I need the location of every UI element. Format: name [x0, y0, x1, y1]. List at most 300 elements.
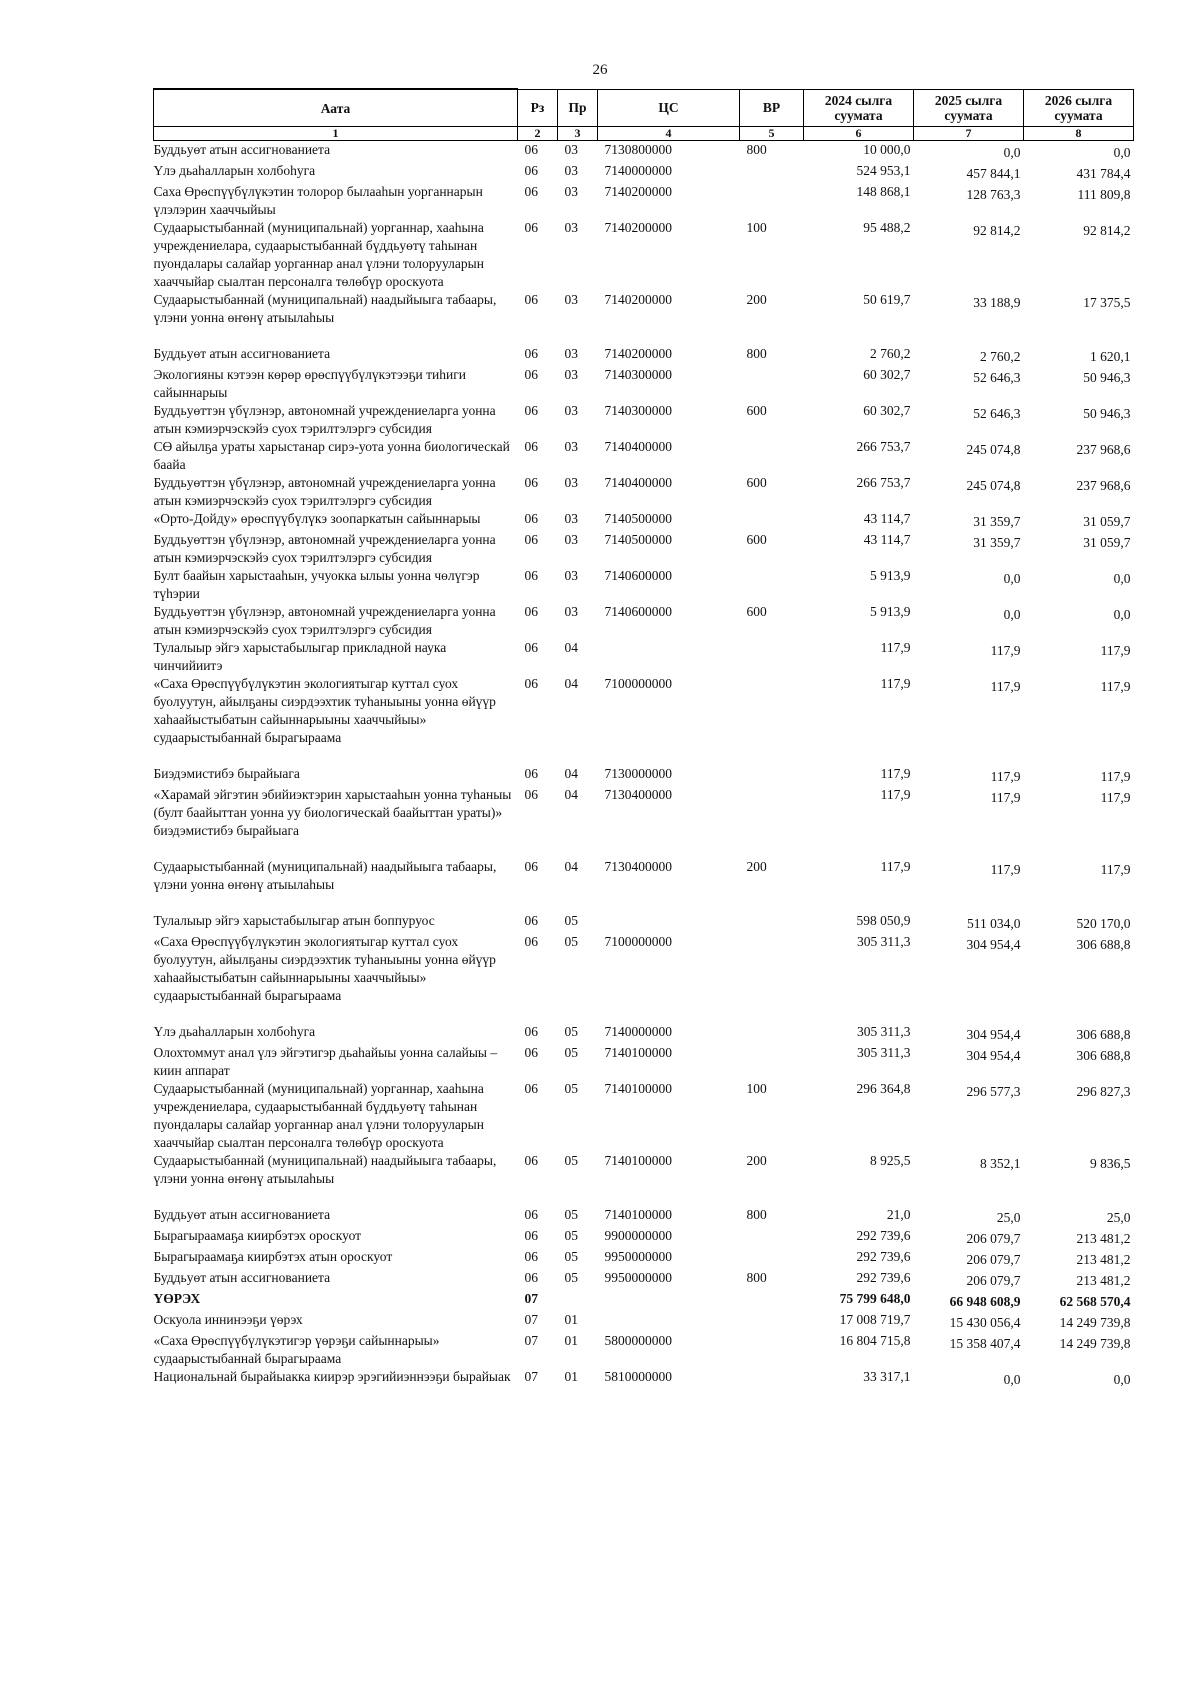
column-index: 8 — [1024, 127, 1134, 141]
table-row — [154, 1269, 1134, 1290]
row-2024-cell: 148 868,1 — [856, 184, 911, 199]
table-row — [154, 291, 1134, 345]
row-name-cell: Олохтоммут анал үлэ эйгэтигэр дьаһайыы уонна салайыы – киин аппарат — [153, 1045, 498, 1078]
row-name-cell: Буддьуөттэн үбүлэнэр, автономнай учреждениеларга уонна атын кэмиэрчэскэйэ суох тэрилтэлэргэ субсидия — [153, 604, 496, 637]
row-2025-cell: 33 188,9 — [973, 295, 1021, 310]
row-2026-cell: 14 249 739,8 — [1059, 1315, 1131, 1330]
row-pr-cell: 03 — [564, 184, 578, 199]
row-pr-cell: 03 — [564, 292, 578, 307]
row-vr-cell — [740, 438, 804, 474]
table-row — [154, 510, 1134, 531]
row-cs-cell: 7100000000 — [604, 676, 672, 691]
row-rz-cell: 07 — [524, 1333, 538, 1348]
row-2025-cell: 117,9 — [990, 769, 1021, 784]
row-name-cell: Тулалыыр эйгэ харыстабылыгар атын боппуруос — [153, 913, 435, 928]
row-rz-cell: 06 — [524, 367, 538, 382]
row-2024-cell: 305 311,3 — [857, 1045, 911, 1060]
row-vr-cell — [740, 1290, 804, 1311]
table-row — [154, 219, 1134, 291]
row-pr-cell: 05 — [564, 1153, 578, 1168]
row-2026-cell: 213 481,2 — [1076, 1273, 1131, 1288]
row-2024-cell: 117,9 — [880, 640, 911, 655]
table-row — [154, 567, 1134, 603]
row-2025-cell: 304 954,4 — [966, 1027, 1021, 1042]
row-cs-cell: 7140200000 — [604, 220, 672, 235]
row-pr-cell: 01 — [564, 1333, 578, 1348]
row-2025-cell: 117,9 — [990, 643, 1021, 658]
table-row — [154, 603, 1134, 639]
row-name-cell: Саха Өрөспүүбүлүкэтин толорор былааһын уорганнарын үлэлэрин хааччыйыы — [153, 184, 483, 217]
row-pr-cell: 05 — [564, 1249, 578, 1264]
row-2026-cell: 0,0 — [1113, 1372, 1131, 1387]
table-row — [154, 141, 1134, 163]
row-cs-cell — [598, 639, 740, 675]
row-vr-cell — [740, 1227, 804, 1248]
row-2026-cell: 213 481,2 — [1076, 1252, 1131, 1267]
row-2024-cell: 117,9 — [880, 859, 911, 874]
row-rz-cell: 06 — [524, 568, 538, 583]
row-rz-cell: 06 — [524, 532, 538, 547]
row-pr-cell: 03 — [564, 511, 578, 526]
row-vr-cell — [740, 366, 804, 402]
row-pr-cell: 04 — [564, 676, 578, 691]
row-name-cell: «Саха Өрөспүүбүлүкэтин экологиятыгар куттал суох буолуутун, айылҕаны сиэрдээхтик туһаныыны уонна өйүүр хаһаайыстыбатын сайыннарыыны хааччыйыы» судаарыстыбаннай бырагыраама — [153, 676, 496, 745]
row-vr-cell: 100 — [746, 1081, 767, 1096]
column-index: 6 — [804, 127, 914, 141]
row-pr-cell: 03 — [564, 142, 578, 157]
row-rz-cell: 06 — [524, 439, 538, 454]
row-pr-cell: 04 — [564, 640, 578, 655]
row-cs-cell: 7140500000 — [604, 511, 672, 526]
row-vr-cell — [740, 675, 804, 765]
row-vr-cell — [740, 912, 804, 933]
table-row — [154, 1248, 1134, 1269]
row-vr-cell — [740, 933, 804, 1023]
row-pr-cell: 03 — [564, 439, 578, 454]
row-pr-cell: 03 — [564, 568, 578, 583]
row-pr-cell: 01 — [564, 1369, 578, 1384]
row-rz-cell: 06 — [524, 1207, 538, 1222]
row-rz-cell: 06 — [524, 859, 538, 874]
table-header-row — [154, 89, 1134, 127]
column-index: 7 — [914, 127, 1024, 141]
row-pr-cell: 05 — [564, 1024, 578, 1039]
row-2026-cell: 117,9 — [1100, 790, 1131, 805]
row-2025-cell: 31 359,7 — [973, 535, 1021, 550]
row-2026-cell: 520 170,0 — [1076, 916, 1131, 931]
row-vr-cell — [740, 1023, 804, 1044]
row-2025-cell: 245 074,8 — [966, 478, 1021, 493]
row-rz-cell: 06 — [524, 787, 538, 802]
table-row — [154, 1023, 1134, 1044]
row-cs-cell: 9950000000 — [604, 1249, 672, 1264]
row-rz-cell: 06 — [524, 1024, 538, 1039]
row-vr-cell — [740, 162, 804, 183]
row-name-cell: Биэдэмистибэ бырайыага — [153, 766, 300, 781]
row-2024-cell: 292 739,6 — [856, 1228, 911, 1243]
column-index: 3 — [558, 127, 598, 141]
row-name-cell: Буддьуөт атын ассигнованиета — [153, 1270, 331, 1285]
row-2025-cell: 117,9 — [990, 679, 1021, 694]
row-name-cell: Булт баайын харыстааһын, учуокка ылыы уонна чөлүгэр түһэрии — [153, 568, 480, 601]
row-2025-cell: 52 646,3 — [973, 406, 1021, 421]
row-pr-cell: 03 — [564, 475, 578, 490]
row-name-cell: Буддьуөттэн үбүлэнэр, автономнай учреждениеларга уонна атын кэмиэрчэскэйэ суох тэрилтэлэргэ субсидия — [153, 403, 496, 436]
row-name-cell: «Харамай эйгэтин эбийиэктэрин харыстааһын уонна туһаныы (булт баайыттан уонна уу биологическай баайыттан ураты)» биэдэмистибэ бырайыага — [153, 787, 512, 838]
row-2024-cell: 75 799 648,0 — [839, 1291, 911, 1306]
row-2025-cell: 296 577,3 — [966, 1084, 1021, 1099]
row-name-cell: Судаарыстыбаннай (муниципальнай) уорганнар, хааһына учреждениелара, судаарыстыбаннай бүддьуөтү таһынан пуондалары салайар уорганнар анал үлэни толорууларын хааччыйар сыалтан персоналга төлөбүр ороскуота — [153, 220, 484, 289]
row-rz-cell: 07 — [524, 1369, 538, 1384]
row-name-cell: Буддьуөт атын ассигнованиета — [153, 1207, 331, 1222]
row-2025-cell: 0,0 — [1003, 1372, 1021, 1387]
row-2025-cell: 8 352,1 — [980, 1156, 1021, 1171]
row-2025-cell: 117,9 — [990, 790, 1021, 805]
column-index: 4 — [598, 127, 740, 141]
row-2025-cell: 15 430 056,4 — [949, 1315, 1021, 1330]
row-2026-cell: 117,9 — [1100, 679, 1131, 694]
table-row — [154, 858, 1134, 912]
row-2024-cell: 21,0 — [886, 1207, 911, 1222]
row-2025-cell: 0,0 — [1003, 145, 1021, 160]
row-rz-cell: 06 — [524, 1249, 538, 1264]
row-pr-cell: 04 — [564, 787, 578, 802]
row-2025-cell: 304 954,4 — [966, 1048, 1021, 1063]
row-rz-cell: 06 — [524, 142, 538, 157]
row-vr-cell: 800 — [746, 142, 767, 157]
row-cs-cell: 7130400000 — [604, 787, 672, 802]
row-name-cell: Судаарыстыбаннай (муниципальнай) наадыйыыга табаары, үлэни уонна өҥөнү атыылаһыы — [153, 1153, 497, 1186]
row-2026-cell: 111 809,8 — [1077, 187, 1131, 202]
table-row — [154, 1044, 1134, 1080]
row-pr-cell: 05 — [564, 1207, 578, 1222]
row-pr-cell: 05 — [564, 1081, 578, 1096]
row-2025-cell: 511 034,0 — [967, 916, 1021, 931]
row-2026-cell: 431 784,4 — [1076, 166, 1131, 181]
table-row — [154, 402, 1134, 438]
row-pr-cell: 04 — [564, 859, 578, 874]
row-cs-cell: 9950000000 — [604, 1270, 672, 1285]
row-2024-cell: 524 953,1 — [856, 163, 911, 178]
row-2026-cell: 0,0 — [1113, 145, 1131, 160]
budget-table — [153, 88, 1134, 1389]
table-row — [154, 1227, 1134, 1248]
row-2026-cell: 0,0 — [1113, 607, 1131, 622]
header-vr: ВР — [740, 89, 804, 127]
row-rz-cell: 06 — [524, 676, 538, 691]
row-vr-cell: 800 — [746, 346, 767, 361]
row-2024-cell: 266 753,7 — [856, 475, 911, 490]
header-name: Аата — [154, 89, 518, 127]
row-pr-cell: 03 — [564, 604, 578, 619]
table-body — [154, 141, 1134, 1390]
row-2024-cell: 266 753,7 — [856, 439, 911, 454]
table-row — [154, 675, 1134, 765]
row-pr-cell: 05 — [564, 934, 578, 949]
row-2024-cell: 50 619,7 — [863, 292, 911, 307]
row-2024-cell: 305 311,3 — [857, 934, 911, 949]
row-2024-cell: 60 302,7 — [863, 367, 911, 382]
row-2025-cell: 0,0 — [1003, 571, 1021, 586]
row-2025-cell: 128 763,3 — [966, 187, 1021, 202]
row-name-cell: СӨ айылҕа ураты харыстанар сирэ-уота уонна биологическай баайа — [153, 439, 510, 472]
row-2024-cell: 95 488,2 — [863, 220, 911, 235]
row-2024-cell: 117,9 — [880, 766, 911, 781]
row-name-cell: Судаарыстыбаннай (муниципальнай) наадыйыыга табаары, үлэни уонна өҥөнү атыылаһыы — [153, 859, 497, 892]
row-2025-cell: 457 844,1 — [966, 166, 1021, 181]
table-row — [154, 1152, 1134, 1206]
row-name-cell: Буддьуөттэн үбүлэнэр, автономнай учреждениеларга уонна атын кэмиэрчэскэйэ суох тэрилтэлэргэ субсидия — [153, 475, 496, 508]
row-name-cell: Национальнай бырайыакка киирэр эрэгийиэннээҕи бырайыак — [153, 1369, 511, 1384]
row-rz-cell: 06 — [524, 163, 538, 178]
row-vr-cell: 800 — [746, 1270, 767, 1285]
row-2026-cell: 296 827,3 — [1076, 1084, 1131, 1099]
row-cs-cell — [598, 1311, 740, 1332]
row-pr-cell: 05 — [564, 913, 578, 928]
table-row — [154, 765, 1134, 786]
row-cs-cell: 7140200000 — [604, 292, 672, 307]
row-rz-cell: 06 — [524, 184, 538, 199]
row-cs-cell: 7140600000 — [604, 568, 672, 583]
row-rz-cell: 06 — [524, 220, 538, 235]
row-rz-cell: 06 — [524, 511, 538, 526]
row-2026-cell: 117,9 — [1100, 862, 1131, 877]
row-cs-cell: 7140200000 — [604, 346, 672, 361]
table-row — [154, 786, 1134, 858]
row-rz-cell: 06 — [524, 292, 538, 307]
row-rz-cell: 06 — [524, 346, 538, 361]
row-name-cell: Буддьуөт атын ассигнованиета — [153, 346, 331, 361]
row-2026-cell: 306 688,8 — [1076, 1027, 1131, 1042]
row-2025-cell: 206 079,7 — [966, 1273, 1021, 1288]
row-2024-cell: 2 760,2 — [870, 346, 911, 361]
row-cs-cell: 7140400000 — [604, 439, 672, 454]
row-name-cell: Бырагыраамаҕа киирбэтэх атын ороскуот — [153, 1249, 393, 1264]
row-name-cell: Буддьуөттэн үбүлэнэр, автономнай учреждениеларга уонна атын кэмиэрчэскэйэ суох тэрилтэлэргэ субсидия — [153, 532, 496, 565]
row-2024-cell: 292 739,6 — [856, 1270, 911, 1285]
table-row — [154, 1206, 1134, 1227]
row-cs-cell: 7140300000 — [604, 403, 672, 418]
header-pr: Пр — [558, 89, 598, 127]
row-name-cell: ҮӨРЭХ — [153, 1291, 201, 1306]
row-rz-cell: 06 — [524, 1153, 538, 1168]
row-pr-cell: 05 — [564, 1228, 578, 1243]
column-index-row — [154, 127, 1134, 141]
row-2026-cell: 31 059,7 — [1083, 535, 1131, 550]
row-vr-cell — [740, 765, 804, 786]
row-rz-cell: 07 — [524, 1312, 538, 1327]
row-2026-cell: 213 481,2 — [1076, 1231, 1131, 1246]
page-number: 26 — [592, 62, 608, 78]
row-2024-cell: 117,9 — [880, 676, 911, 691]
row-2025-cell: 206 079,7 — [966, 1252, 1021, 1267]
header-2025: 2025 сылга суумата — [914, 89, 1024, 127]
row-pr-cell — [558, 1290, 598, 1311]
row-cs-cell: 7140300000 — [604, 367, 672, 382]
table-row — [154, 474, 1134, 510]
row-name-cell: Судаарыстыбаннай (муниципальнай) наадыйыыга табаары, үлэни уонна өҥөнү атыылаһыы — [153, 292, 497, 325]
row-vr-cell — [740, 183, 804, 219]
row-rz-cell: 06 — [524, 475, 538, 490]
row-name-cell: Үлэ дьаһалларын холбоһуга — [153, 1024, 316, 1039]
row-2025-cell: 25,0 — [996, 1210, 1021, 1225]
row-rz-cell: 07 — [524, 1291, 538, 1306]
row-name-cell: Үлэ дьаһалларын холбоһуга — [153, 163, 316, 178]
row-2025-cell: 245 074,8 — [966, 442, 1021, 457]
row-2025-cell: 304 954,4 — [966, 937, 1021, 952]
row-vr-cell — [740, 1368, 804, 1389]
row-2025-cell: 0,0 — [1003, 607, 1021, 622]
row-2025-cell: 66 948 608,9 — [949, 1294, 1021, 1309]
row-cs-cell: 7140100000 — [604, 1153, 672, 1168]
row-2025-cell: 2 760,2 — [980, 349, 1021, 364]
row-rz-cell: 06 — [524, 640, 538, 655]
column-index: 2 — [518, 127, 558, 141]
row-vr-cell — [740, 786, 804, 858]
row-vr-cell: 200 — [746, 292, 767, 307]
row-2024-cell: 10 000,0 — [863, 142, 911, 157]
row-2026-cell: 1 620,1 — [1090, 349, 1131, 364]
row-2026-cell: 117,9 — [1100, 643, 1131, 658]
table-row — [154, 183, 1134, 219]
header-2026: 2026 сылга суумата — [1024, 89, 1134, 127]
table-row — [154, 1368, 1134, 1389]
row-rz-cell: 06 — [524, 1045, 538, 1060]
table-row — [154, 933, 1134, 1023]
row-pr-cell: 03 — [564, 532, 578, 547]
row-2024-cell: 305 311,3 — [857, 1024, 911, 1039]
row-name-cell: Экологияны кэтээн көрөр өрөспүүбүлүкэтээҕи тиһиги сайыннарыы — [153, 367, 467, 400]
row-cs-cell: 7130000000 — [604, 766, 672, 781]
row-2025-cell: 52 646,3 — [973, 370, 1021, 385]
table-row — [154, 1290, 1134, 1311]
row-cs-cell: 7140400000 — [604, 475, 672, 490]
row-vr-cell: 600 — [746, 403, 767, 418]
row-name-cell: Буддьуөт атын ассигнованиета — [153, 142, 331, 157]
row-cs-cell — [598, 1290, 740, 1311]
row-2024-cell: 33 317,1 — [863, 1369, 911, 1384]
row-name-cell: «Орто-Дойду» өрөспүүбүлүкэ зоопаркатын сайыннарыы — [153, 511, 481, 526]
row-2026-cell: 50 946,3 — [1083, 406, 1131, 421]
row-2024-cell: 43 114,7 — [863, 532, 911, 547]
row-vr-cell — [740, 1044, 804, 1080]
row-2026-cell: 237 968,6 — [1076, 442, 1131, 457]
row-vr-cell: 600 — [746, 475, 767, 490]
row-vr-cell: 600 — [746, 604, 767, 619]
row-pr-cell: 04 — [564, 766, 578, 781]
row-2025-cell: 206 079,7 — [966, 1231, 1021, 1246]
row-2024-cell: 296 364,8 — [856, 1081, 911, 1096]
row-pr-cell: 03 — [564, 403, 578, 418]
row-2024-cell: 598 050,9 — [856, 913, 911, 928]
row-vr-cell — [740, 1311, 804, 1332]
row-name-cell: Бырагыраамаҕа киирбэтэх ороскуот — [153, 1228, 362, 1243]
row-name-cell: «Саха Өрөспүүбүлүкэтин экологиятыгар куттал суох буолуутун, айылҕаны сиэрдээхтик туһаныыны уонна өйүүр хаһаайыстыбатын сайыннарыыны хааччыйыы» судаарыстыбаннай бырагыраама — [153, 934, 496, 1003]
row-2024-cell: 5 913,9 — [870, 568, 911, 583]
row-rz-cell: 06 — [524, 913, 538, 928]
row-cs-cell: 9900000000 — [604, 1228, 672, 1243]
row-pr-cell: 03 — [564, 163, 578, 178]
row-2024-cell: 8 925,5 — [870, 1153, 911, 1168]
row-2025-cell: 117,9 — [990, 862, 1021, 877]
column-index: 5 — [740, 127, 804, 141]
row-2025-cell: 31 359,7 — [973, 514, 1021, 529]
header-rz: Рз — [518, 89, 558, 127]
row-cs-cell: 7100000000 — [604, 934, 672, 949]
row-vr-cell — [740, 1332, 804, 1368]
row-2026-cell: 50 946,3 — [1083, 370, 1131, 385]
table-row — [154, 1332, 1134, 1368]
header-cs: ЦС — [598, 89, 740, 127]
row-2024-cell: 292 739,6 — [856, 1249, 911, 1264]
row-2024-cell: 5 913,9 — [870, 604, 911, 619]
row-2024-cell: 117,9 — [880, 787, 911, 802]
row-name-cell: «Саха Өрөспүүбүлүкэтигэр үөрэҕи сайыннарыы» судаарыстыбаннай бырагыраама — [153, 1333, 440, 1366]
row-cs-cell: 7140100000 — [604, 1081, 672, 1096]
row-cs-cell: 7140100000 — [604, 1207, 672, 1222]
row-2026-cell: 117,9 — [1100, 769, 1131, 784]
row-pr-cell: 03 — [564, 367, 578, 382]
row-cs-cell: 7130400000 — [604, 859, 672, 874]
row-2026-cell: 0,0 — [1113, 571, 1131, 586]
row-cs-cell: 7140600000 — [604, 604, 672, 619]
row-2024-cell: 43 114,7 — [863, 511, 911, 526]
row-2026-cell: 14 249 739,8 — [1059, 1336, 1131, 1351]
row-cs-cell — [598, 912, 740, 933]
row-cs-cell: 7130800000 — [604, 142, 672, 157]
row-name-cell: Тулалыыр эйгэ харыстабылыгар прикладной наука чинчийиитэ — [153, 640, 447, 673]
row-vr-cell: 800 — [746, 1207, 767, 1222]
row-rz-cell: 06 — [524, 766, 538, 781]
row-2026-cell: 25,0 — [1106, 1210, 1131, 1225]
row-2026-cell: 92 814,2 — [1083, 223, 1131, 238]
row-2025-cell: 92 814,2 — [973, 223, 1021, 238]
row-rz-cell: 06 — [524, 403, 538, 418]
table-row — [154, 912, 1134, 933]
row-name-cell: Судаарыстыбаннай (муниципальнай) уорганнар, хааһына учреждениелара, судаарыстыбаннай бүддьуөтү таһынан пуондалары салайар уорганнар анал үлэни толорууларын хааччыйар сыалтан персоналга төлөбүр ороскуота — [153, 1081, 484, 1150]
row-2024-cell: 60 302,7 — [863, 403, 911, 418]
table-row — [154, 345, 1134, 366]
table-row — [154, 1080, 1134, 1152]
row-pr-cell: 05 — [564, 1045, 578, 1060]
row-vr-cell — [740, 639, 804, 675]
header-2024: 2024 сылга суумата — [804, 89, 914, 127]
row-name-cell: Оскуола иннинээҕи үөрэх — [153, 1312, 303, 1327]
row-pr-cell: 03 — [564, 220, 578, 235]
row-rz-cell: 06 — [524, 604, 538, 619]
row-2026-cell: 306 688,8 — [1076, 937, 1131, 952]
row-rz-cell: 06 — [524, 1228, 538, 1243]
row-pr-cell: 01 — [564, 1312, 578, 1327]
row-vr-cell: 200 — [746, 1153, 767, 1168]
row-2025-cell: 15 358 407,4 — [949, 1336, 1021, 1351]
row-2026-cell: 9 836,5 — [1090, 1156, 1131, 1171]
row-2024-cell: 16 804 715,8 — [839, 1333, 911, 1348]
row-cs-cell: 7140000000 — [604, 163, 672, 178]
row-cs-cell: 7140100000 — [604, 1045, 672, 1060]
row-2026-cell: 237 968,6 — [1076, 478, 1131, 493]
row-rz-cell: 06 — [524, 934, 538, 949]
row-vr-cell: 100 — [746, 220, 767, 235]
row-cs-cell: 7140000000 — [604, 1024, 672, 1039]
row-2024-cell: 17 008 719,7 — [839, 1312, 911, 1327]
row-cs-cell: 5810000000 — [604, 1369, 672, 1384]
row-rz-cell: 06 — [524, 1270, 538, 1285]
row-rz-cell: 06 — [524, 1081, 538, 1096]
table-row — [154, 438, 1134, 474]
row-vr-cell — [740, 510, 804, 531]
row-2026-cell: 306 688,8 — [1076, 1048, 1131, 1063]
